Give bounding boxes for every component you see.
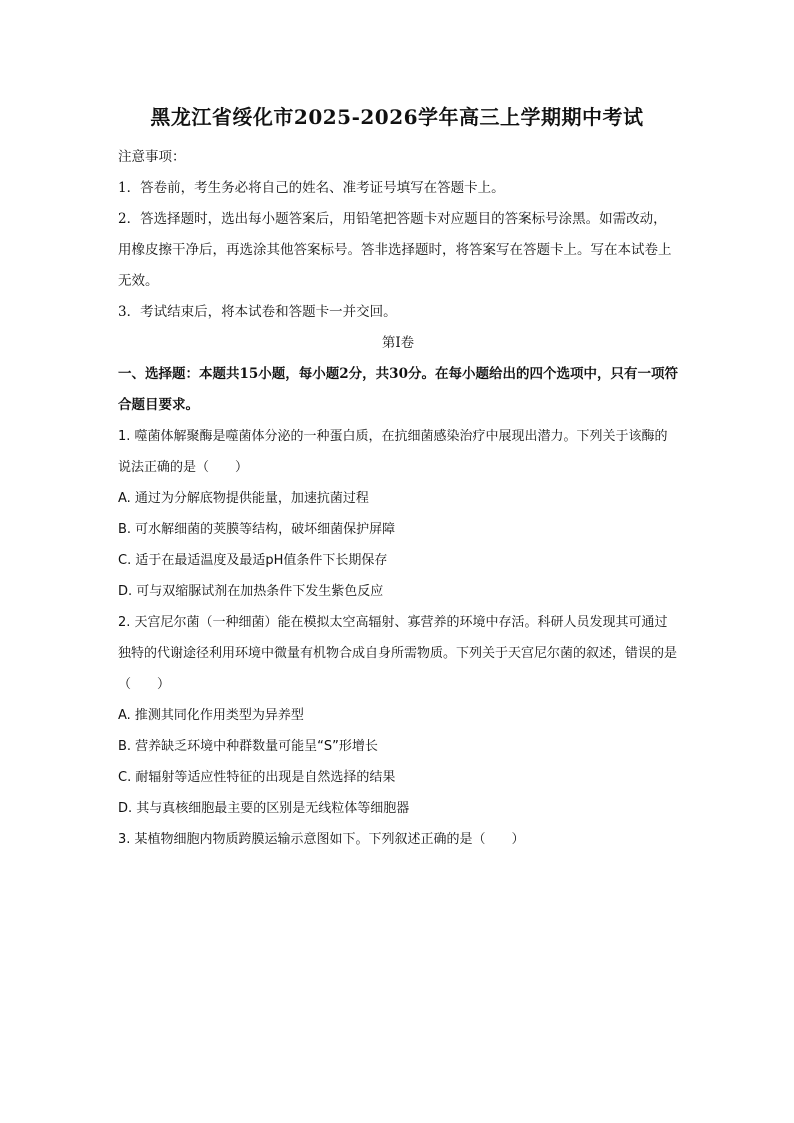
notice-item-1: 1．答卷前，考生务必将自己的姓名、准考证号填写在答题卡上。 bbox=[118, 180, 505, 196]
exam-title: 黑龙江省绥化市2025-2026学年高三上学期期中考试 bbox=[150, 105, 644, 129]
exam-content bbox=[118, 142, 678, 855]
question-1-option-a: A. 通过为分解底物提供能量，加速抗菌过程 bbox=[118, 491, 369, 506]
question-2-option-d: D. 其与真核细胞最主要的区别是无线粒体等细胞器 bbox=[118, 801, 410, 816]
section-heading: 一、选择题：本题共15小题，每小题2分，共30分。在每小题给出的四个选项中，只有一项符合题目要求。 bbox=[118, 366, 678, 413]
question-1-option-d: D. 可与双缩脲试剂在加热条件下发生紫色反应 bbox=[118, 584, 384, 599]
notice-item-3: 3．考试结束后，将本试卷和答题卡一并交回。 bbox=[118, 304, 397, 320]
question-2-option-c: C. 耐辐射等适应性特征的出现是自然选择的结果 bbox=[118, 770, 396, 785]
question-2-stem: 2. 天宫尼尔菌（一种细菌）能在模拟太空高辐射、寡营养的环境中存活。科研人员发现其可通过独特的代谢途径利用环境中微量有机物合成自身所需物质。下列关于天宫尼尔菌的叙述，错误的是（ ） bbox=[118, 615, 678, 692]
notice-item-2: 2．答选择题时，选出每小题答案后，用铅笔把答题卡对应题目的答案标号涂黑。如需改动，用橡皮擦干净后，再选涂其他答案标号。答非选择题时，将答案写在答题卡上。写在本试卷上无效。 bbox=[118, 211, 672, 289]
question-1-option-b: B. 可水解细菌的荚膜等结构，破坏细菌保护屏障 bbox=[118, 522, 396, 537]
question-1-stem: 1. 噬菌体解聚酶是噬菌体分泌的一种蛋白质，在抗细菌感染治疗中展现出潜力。下列关于该酶的说法正确的是（ ） bbox=[118, 429, 668, 475]
question-2-option-a: A. 推测其同化作用类型为异养型 bbox=[118, 708, 304, 723]
volume-heading: 第Ⅰ卷 bbox=[381, 335, 415, 351]
question-1-option-c: C. 适于在最适温度及最适pH值条件下长期保存 bbox=[118, 553, 388, 568]
notice-heading: 注意事项： bbox=[118, 149, 186, 165]
question-2-option-b: B. 营养缺乏环境中种群数量可能呈“S”形增长 bbox=[118, 739, 378, 754]
question-3-stem: 3. 某植物细胞内物质跨膜运输示意图如下。下列叙述正确的是（ ） bbox=[118, 832, 525, 847]
